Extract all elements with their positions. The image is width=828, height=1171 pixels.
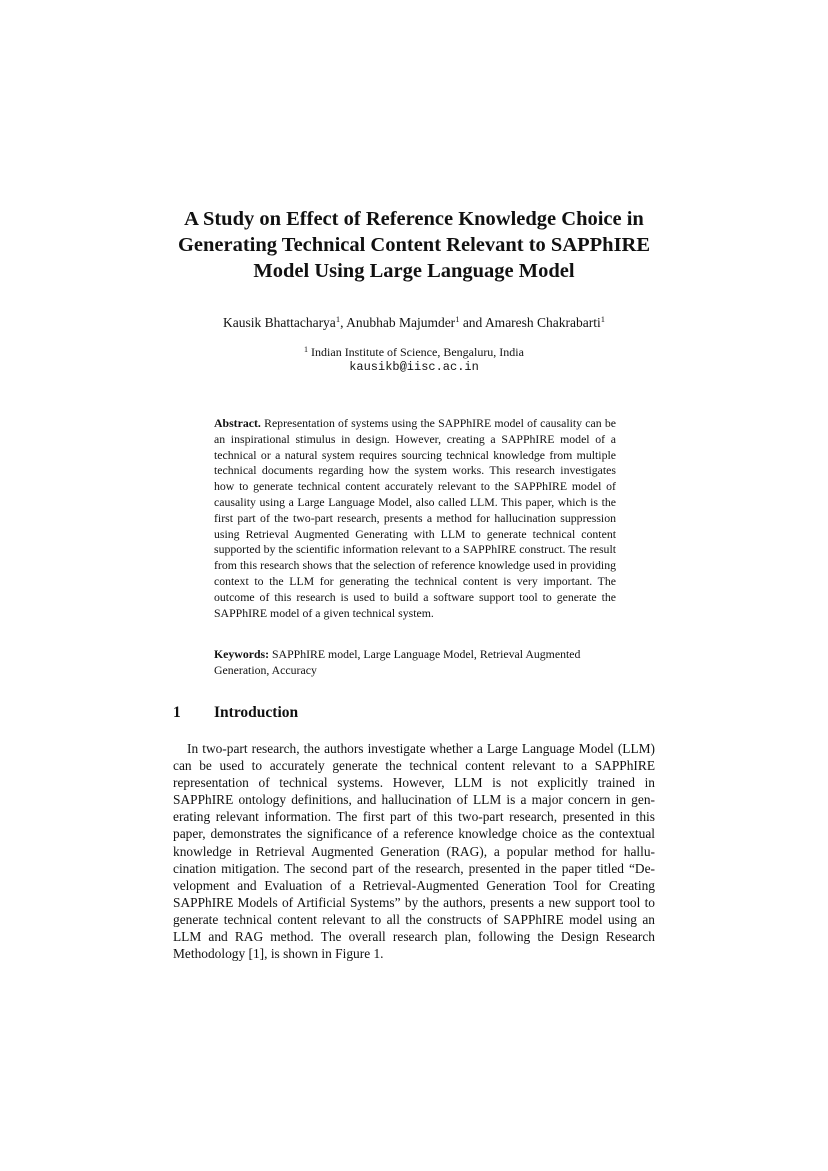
author-separator: and <box>459 315 485 330</box>
intro-paragraph: In two-part research, the authors investigate whether a Large Language Model (LLM) can be used to accurately generate the technical content relevant to a SAPPhIRE representation of technical systems. However, LLM is not explicitly trained in SAPPhIRE ontology definitions, and hallucination of LLM is a major concern in generating relevant information. The first part of this two-part research, presented in this paper, demonstrates the significance of a reference knowledge choice as the contextual knowledge in Retrieval Augmented Generation (RAG), a popular method for hallucination mitigation. The second part of the research, presented in the paper titled “Development and Evaluation of a Retrieval-Augmented Generation Tool for Creating SAPPhIRE Models of Artificial Systems” by the authors, presents a new support tool to generate technical content relevant to all the constructs of SAPPhIRE model using an LLM and RAG method. The overall research plan, following the Design Research Methodology [1], is shown in Figure 1. <box>173 741 655 962</box>
abstract <box>214 416 616 621</box>
author-list <box>130 314 698 332</box>
section-heading <box>173 703 657 723</box>
section-title: Introduction <box>214 704 299 721</box>
affiliation-marker: 1 <box>455 314 460 324</box>
title-line: Model Using Large Language Model <box>253 260 575 282</box>
section-number: 1 <box>173 704 181 721</box>
affiliation-marker: 1 <box>335 314 341 324</box>
affiliation-marker: 1 <box>600 314 606 324</box>
title-line: A Study on Effect of Reference Knowledge Choice in <box>184 208 644 230</box>
affiliation-marker: 1 <box>304 345 309 354</box>
affiliation-block <box>130 345 698 374</box>
paper-title <box>130 206 698 284</box>
title-line: Generating Technical Content Relevant to SAPPhIRE <box>177 234 651 256</box>
author-name: Kausik Bhattacharya <box>222 315 336 330</box>
author-name: Anubhab Majumder <box>346 315 456 330</box>
keywords-label: Keywords: <box>214 647 270 661</box>
affiliation-text: Indian Institute of Science, Bengaluru, India <box>311 345 524 359</box>
keywords <box>214 647 616 679</box>
author-separator: , <box>340 315 347 330</box>
keywords-text: SAPPhIRE model, Large Language Model, Retrieval Augmented Generation, Accuracy <box>214 647 581 677</box>
author-name: Amaresh Chakrabarti <box>484 315 601 330</box>
abstract-label: Abstract. <box>214 416 261 430</box>
abstract-text: Representation of systems using the SAPPhIRE model of causality can be an inspirational stimulus in design. However, creating a SAPPhIRE model of a technical or a natural system requires sourcing technical knowledge from multiple technical documents regarding how the system works. This research investigates how to generate technical content accurately relevant to the SAPPhIRE model of causality using a Large Language Model, also called LLM. This paper, which is the first part of the two-part research, presents a method for hallucination suppression using Retrieval Augmented Generating with LLM to generate technical content supported by the scientific information relevant to a SAPPhIRE construct. The result from this research shows that the selection of reference knowledge used in providing context to the LLM for generating the technical content is very important. The outcome of this research is used to build a software support tool to generate the SAPPhIRE model of a given technical system. <box>214 416 616 620</box>
author-email: kausikb@iisc.ac.in <box>349 360 479 374</box>
